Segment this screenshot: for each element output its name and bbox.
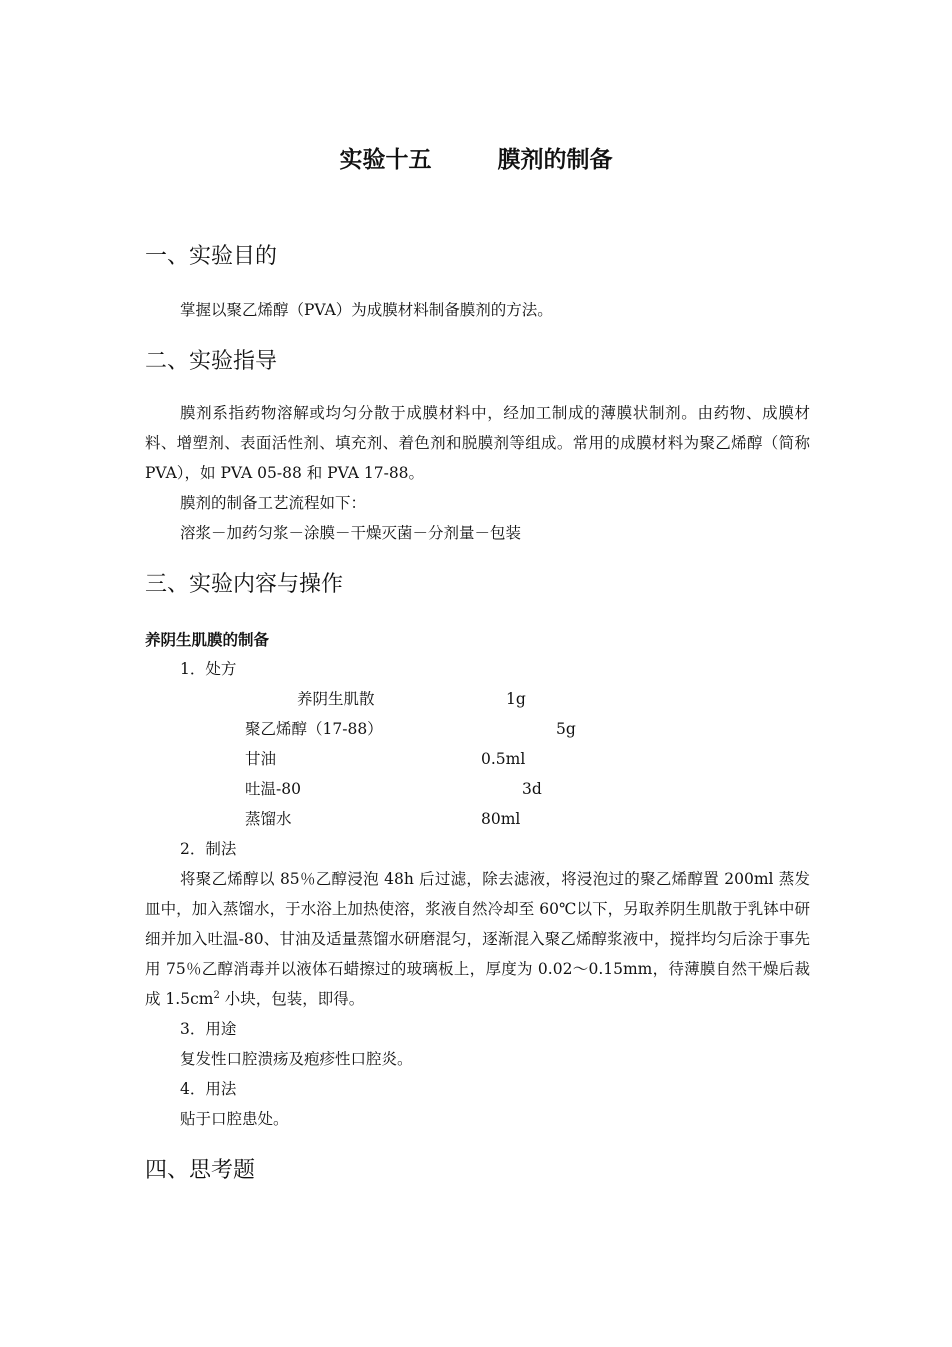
recipe-ingredient-name: 吐温-80 — [245, 780, 301, 798]
recipe-ingredient-name: 蒸馏水 — [245, 810, 292, 828]
flow-intro: 膜剂的制备工艺流程如下： — [180, 494, 367, 512]
recipe-ingredient-amount: 80ml — [481, 810, 521, 828]
item-usage-label: 4．用法 — [180, 1080, 237, 1098]
recipe-ingredient-name: 养阴生肌散 — [297, 690, 375, 708]
section-heading-procedure: 三、实验内容与操作 — [145, 572, 344, 597]
recipe-ingredient-amount: 3d — [522, 780, 542, 798]
item-use-label: 3．用途 — [180, 1020, 237, 1038]
recipe-ingredient-name: 甘油 — [245, 750, 277, 768]
recipe-ingredient-amount: 0.5ml — [481, 750, 526, 768]
purpose-paragraph: 掌握以聚乙烯醇（PVA）为成膜材料制备膜剂的方法。 — [180, 301, 553, 319]
procedure-subheading: 养阴生肌膜的制备 — [145, 630, 270, 649]
section-heading-purpose: 一、实验目的 — [145, 244, 278, 269]
page-title — [0, 144, 952, 176]
process-flow: 溶浆－加药匀浆－涂膜－干燥灭菌－分剂量－包装 — [180, 524, 522, 542]
recipe-ingredient-name: 聚乙烯醇（17-88） — [245, 720, 383, 738]
method-text: 将聚乙烯醇以 85％乙醇浸泡 48h 后过滤，除去滤液，将浸泡过的聚乙烯醇置 200ml 蒸发皿中，加入蒸馏水，于水浴上加热使溶，浆液自然冷却至 60℃以下，另取养阴生肌散于乳钵中研细并加入吐温-80、甘油及适量蒸馏水研磨混匀，逐渐混入聚乙烯醇浆液中，搅拌均匀后涂于事先用 75％乙醇消毒并以液体石蜡擦过的玻璃板上，厚度为 0.02～0.15mm，待薄膜自然干燥后裁成 1.5cm — [145, 870, 810, 1008]
method-paragraph — [145, 864, 810, 1014]
superscript: 2 — [213, 989, 220, 1001]
method-text-end: 小块，包装，即得。 — [219, 990, 365, 1008]
recipe-ingredient-amount: 1g — [506, 690, 526, 708]
usage-text: 贴于口腔患处。 — [180, 1110, 289, 1128]
use-text: 复发性口腔溃疡及疱疹性口腔炎。 — [180, 1050, 413, 1068]
item-method-label: 2．制法 — [180, 840, 237, 858]
section-heading-questions: 四、思考题 — [145, 1158, 256, 1183]
recipe-ingredient-amount: 5g — [556, 720, 576, 738]
guidance-paragraph: 膜剂系指药物溶解或均匀分散于成膜材料中，经加工制成的薄膜状制剂。由药物、成膜材料、增塑剂、表面活性剂、填充剂、着色剂和脱膜剂等组成。常用的成膜材料为聚乙烯醇（简称 PVA），如 PVA 05-88 和 PVA 17-88。 — [145, 404, 810, 482]
section-heading-guidance: 二、实验指导 — [145, 349, 278, 374]
title-topic: 膜剂的制备 — [497, 146, 613, 173]
title-experiment-number: 实验十五 — [339, 146, 432, 173]
item-prescription-label: 1．处方 — [180, 660, 237, 678]
